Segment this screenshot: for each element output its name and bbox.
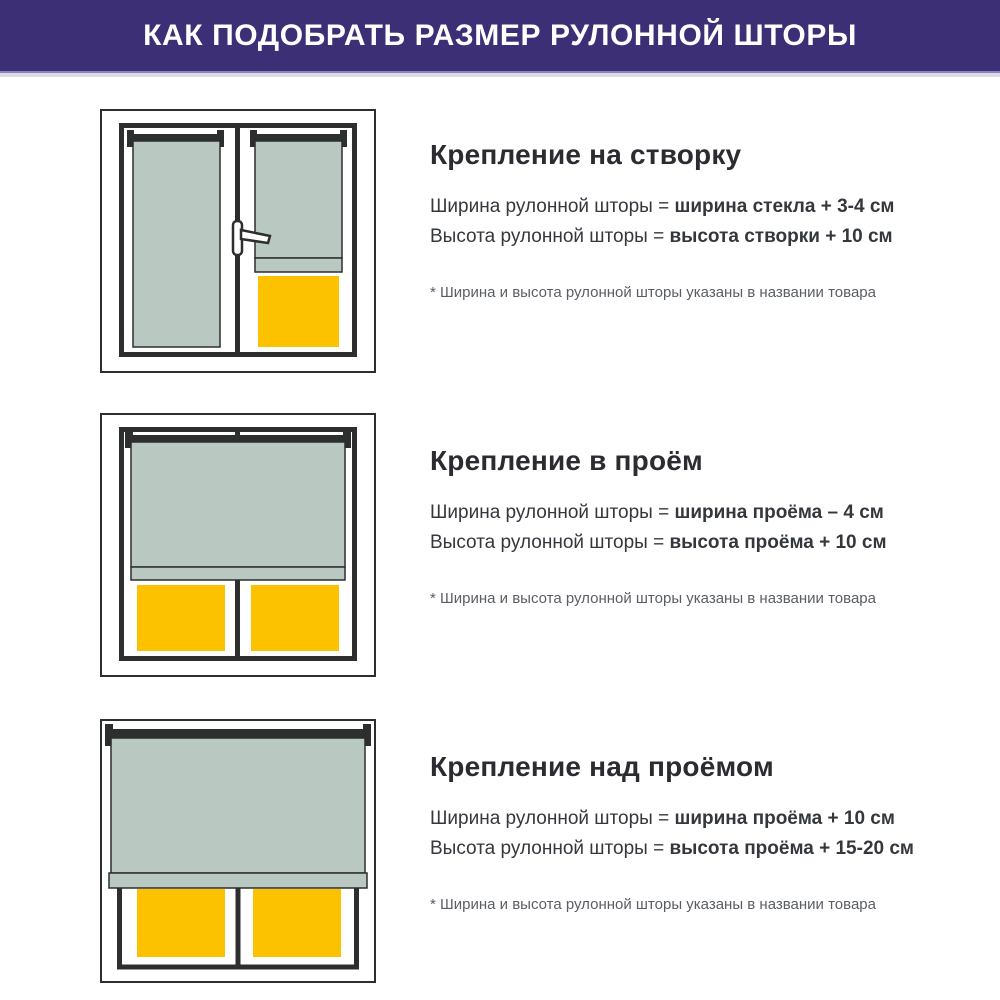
diagram-mount-above-opening	[100, 719, 376, 983]
width-formula	[430, 804, 910, 834]
diagram-mount-on-sash	[100, 109, 376, 373]
width-formula	[430, 498, 910, 528]
width-formula-value: ширина стекла + 3-4 см	[674, 196, 895, 217]
window-blind-on-sash-icon	[100, 109, 376, 373]
header-banner	[0, 0, 1000, 73]
width-formula	[430, 192, 910, 222]
window-blind-in-opening-icon	[100, 413, 376, 677]
width-formula-label: Ширина рулонной шторы =	[430, 502, 670, 523]
footnote: * Ширина и высота рулонной шторы указаны в названии товара	[430, 284, 876, 301]
section-title: Крепление в проём	[430, 445, 703, 476]
width-formula-value: ширина проёма + 10 см	[674, 808, 895, 829]
height-formula	[430, 222, 910, 252]
width-formula-label: Ширина рулонной шторы =	[430, 808, 670, 829]
window-blind-above-opening-icon	[100, 719, 376, 983]
height-formula-value: высота проёма + 10 см	[669, 532, 887, 553]
page-title: КАК ПОДОБРАТЬ РАЗМЕР РУЛОННОЙ ШТОРЫ	[143, 18, 857, 52]
section-mount-on-sash	[430, 138, 910, 304]
height-formula-label: Высота рулонной шторы =	[430, 226, 665, 247]
width-formula-label: Ширина рулонной шторы =	[430, 196, 670, 217]
height-formula-value: высота проёма + 15-20 см	[669, 838, 914, 859]
height-formula	[430, 528, 910, 558]
section-title: Крепление над проёмом	[430, 751, 774, 782]
section-mount-in-opening	[430, 444, 910, 610]
section-mount-above-opening	[430, 750, 914, 916]
footnote: * Ширина и высота рулонной шторы указаны в названии товара	[430, 590, 876, 607]
height-formula-value: высота створки + 10 см	[669, 226, 893, 247]
section-title: Крепление на створку	[430, 139, 742, 170]
width-formula-value: ширина проёма – 4 см	[674, 502, 884, 523]
footnote: * Ширина и высота рулонной шторы указаны в названии товара	[430, 896, 876, 913]
height-formula-label: Высота рулонной шторы =	[430, 838, 665, 859]
diagram-mount-in-opening	[100, 413, 376, 677]
height-formula	[430, 834, 914, 864]
height-formula-label: Высота рулонной шторы =	[430, 532, 665, 553]
